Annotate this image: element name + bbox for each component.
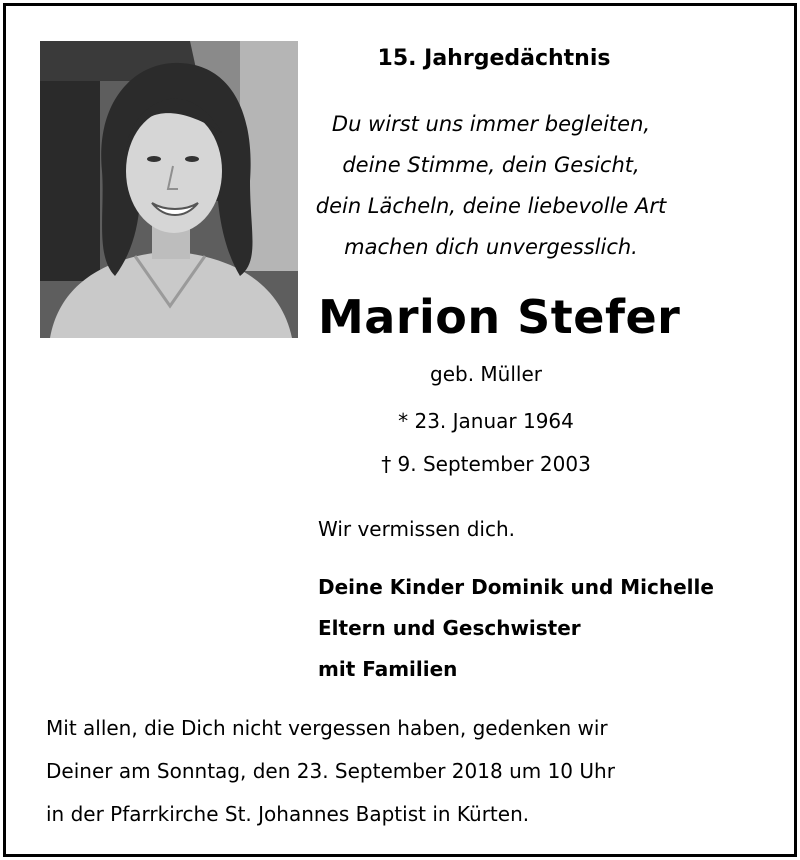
birth-name: geb. Müller	[430, 362, 542, 386]
portrait-image	[40, 41, 298, 338]
mourner-line: mit Familien	[318, 657, 458, 681]
mourners-list	[318, 567, 714, 690]
birth-date: * 23. Januar 1964	[398, 409, 574, 433]
verse-line: machen dich unvergesslich.	[344, 235, 638, 259]
death-date: † 9. September 2003	[381, 452, 591, 476]
deceased-name: Marion Stefer	[318, 290, 681, 344]
anniversary-heading: 15. Jahrgedächtnis	[377, 46, 611, 71]
service-line: Deiner am Sonntag, den 23. September 2018 um 10 Uhr	[46, 759, 615, 783]
portrait-photo	[40, 41, 298, 338]
verse-line: deine Stimme, dein Gesicht,	[342, 153, 640, 177]
mourner-line: Deine Kinder Dominik und Michelle	[318, 575, 714, 599]
memorial-service-text	[46, 707, 615, 836]
verse-line: dein Lächeln, deine liebevolle Art	[315, 194, 667, 218]
mourner-line: Eltern und Geschwister	[318, 616, 581, 640]
memorial-verse	[276, 104, 706, 268]
message-text: Wir vermissen dich.	[318, 517, 515, 541]
service-line: Mit allen, die Dich nicht vergessen haben, gedenken wir	[46, 716, 608, 740]
obituary-notice	[3, 3, 797, 857]
service-line: in der Pfarrkirche St. Johannes Baptist in Kürten.	[46, 802, 530, 826]
verse-line: Du wirst uns immer begleiten,	[331, 112, 651, 136]
